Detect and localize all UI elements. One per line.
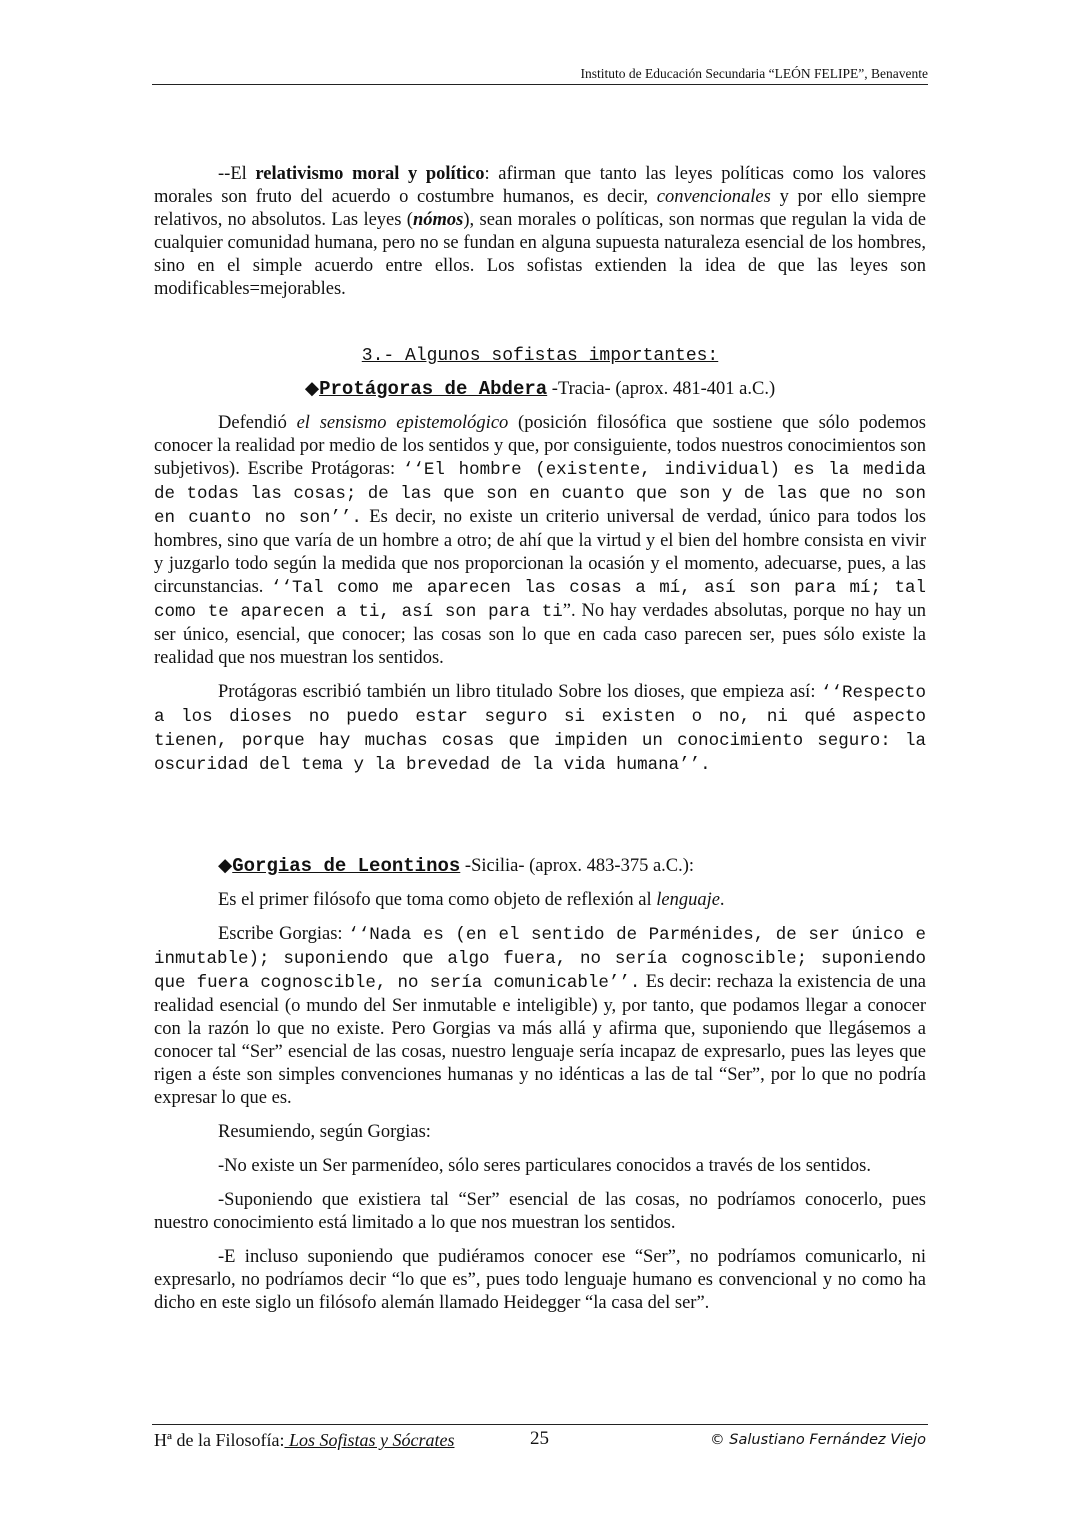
text-run: y por ello siempre relativos, no absolutos. Las leyes (: [154, 187, 927, 230]
quote-monospace: ‘‘Nada es (en el sentido de Parménides, de ser único e inmutable); suponiendo que algo fuera, no sería cognoscible; suponiendo que fuera cognoscible, no sería comunicable’’.: [154, 925, 926, 993]
gorgias-name: Gorgias de Leontinos: [232, 855, 461, 877]
quote-monospace: ‘‘Respecto a los dioses no puedo estar seguro si existen o no, ni qué aspecto tienen, porque hay muchas cosas que impiden un conocimiento seguro: la oscuridad del tema y la brevedad de la vida humana’’.: [154, 683, 926, 775]
paragraph-relativism: [154, 163, 926, 301]
paragraph-gorgias-2: [154, 923, 926, 1110]
protagoras-heading: [154, 378, 926, 401]
text-run: (posición filosófica que sostiene que sólo podemos conocer la realidad por medio de los sentidos y que, por consiguiente, todos nuestros conocimientos son subjetivos). Escribe Protágoras:: [154, 413, 926, 479]
protagoras-info: -Tracia- (aprox. 481-401 a.C.): [547, 379, 776, 399]
page-body: [154, 163, 926, 1315]
text-run: Es decir, no existe un criterio universal de verdad, único para todos los hombres, sino que varía de un hombre a otro; de ahí que la virtud y el bien del hombre consista en vivir y juzgarlo todo según la medida que nos proporcionan la ocasión y el momento, adecuarse, pues, a las circunstancias.: [154, 507, 926, 597]
text-run: ”. No hay verdades absolutas, porque no hay un ser único, esencial, que conocer; las cosas son lo que en cada caso parecen ser, pues sólo existe la realidad que nos muestran los sentidos.: [154, 601, 926, 668]
text-run: Es el primer filósofo que toma como objeto de reflexión al: [218, 890, 657, 910]
gorgias-info: -Sicilia- (aprox. 483-375 a.C.):: [460, 856, 695, 876]
text-run: .: [719, 890, 725, 910]
footer-author: © Salustiano Fernández Viejo: [710, 1432, 926, 1448]
paragraph-gorgias-1: [154, 889, 926, 912]
protagoras-name: Protágoras de Abdera: [319, 378, 548, 400]
text-run: Escribe Gorgias:: [218, 924, 349, 944]
page-header: Instituto de Educación Secundaria “LEÓN FELIPE”, Benavente: [580, 66, 928, 81]
text-run: Protágoras escribió también un libro titulado Sobre los dioses, que empieza así:: [218, 682, 821, 702]
footer-course: [154, 1430, 454, 1451]
paragraph-protagoras-2: [154, 681, 926, 777]
quote-monospace: ‘‘Tal como me aparecen las cosas a mí, así son para mí; tal como te aparecen a ti, así son para ti: [154, 578, 926, 622]
diamond-bullet-icon: ◆: [304, 379, 320, 399]
paragraph-gorgias-point-3: -E incluso suponiendo que pudiéramos conocer ese “Ser”, no podríamos comunicarlo, ni expresarlo, no podríamos decir “lo que es”, pues todo lenguaje humano es convencional y no como ha dicho en este siglo un filósofo alemán llamado Heidegger “la casa del ser”.: [154, 1247, 926, 1313]
italic-term: el sensismo epistemológico: [296, 413, 509, 433]
text-run: Es decir: rechaza la existencia de una realidad esencial (o mundo del Ser inmutable e inteligible) y, por tanto, que podamos llegar a conocer con la razón lo que no existe. Pero Gorgias va más allá y afirma que, suponiendo que llegásemos a conocer tal “Ser” esencial de las cosas, nuestro lenguaje sería incapaz de expresarlo, pues las leyes que rigen a éste son simples convenciones humanas y no idénticas a las de tal “Ser”, por lo que no podría expresar lo que es.: [154, 972, 926, 1108]
quote-monospace: ‘‘El hombre (existente, individual) es la medida de todas las cosas; de las que son en cuanto que son y de las que no son en cuanto no son’’.: [154, 460, 926, 528]
footer-title: Los Sofistas y Sócrates: [284, 1430, 455, 1450]
paragraph-gorgias-summary: Resumiendo, según Gorgias:: [218, 1122, 431, 1142]
header-rule: [152, 84, 928, 85]
text-run: Defendió: [218, 413, 297, 433]
paragraph-gorgias-point-2: -Suponiendo que existiera tal “Ser” esencial de las cosas, no podríamos conocerlo, pues nuestro conocimiento está limitado a lo que nos muestran los sentidos.: [154, 1190, 926, 1233]
text-run: : afirman que tanto las leyes políticas como los valores morales son fruto del acuerdo o costumbre humanos, es decir,: [154, 164, 926, 207]
footer-prefix: Hª de la Filosofía:: [154, 1430, 285, 1450]
gorgias-heading: [154, 855, 926, 878]
section-title: 3.- Algunos sofistas importantes:: [361, 346, 719, 366]
paragraph-gorgias-point-1: -No existe un Ser parmenídeo, sólo seres particulares conocidos a través de los sentidos.: [218, 1156, 871, 1176]
bold-term: relativismo moral y político: [255, 164, 485, 184]
text-run: ), sean morales o políticas, son normas que regulan la vida de cualquier comunidad humana, pero no se fundan en alguna supuesta naturaleza esencial de los hombres, sino en el simple acuerdo entre ellos. Los sofistas extienden la idea de que las leyes son modificables=mejorables.: [154, 210, 926, 299]
italic-term: lenguaje: [656, 890, 720, 910]
bold-italic-term: nómos: [412, 210, 464, 230]
page-number: 25: [530, 1428, 549, 1449]
text-run: --El: [218, 164, 256, 184]
paragraph-protagoras-1: [154, 412, 926, 670]
diamond-bullet-icon: ◆: [218, 856, 233, 876]
footer-rule: [152, 1424, 928, 1425]
italic-term: convencionales: [656, 187, 771, 207]
